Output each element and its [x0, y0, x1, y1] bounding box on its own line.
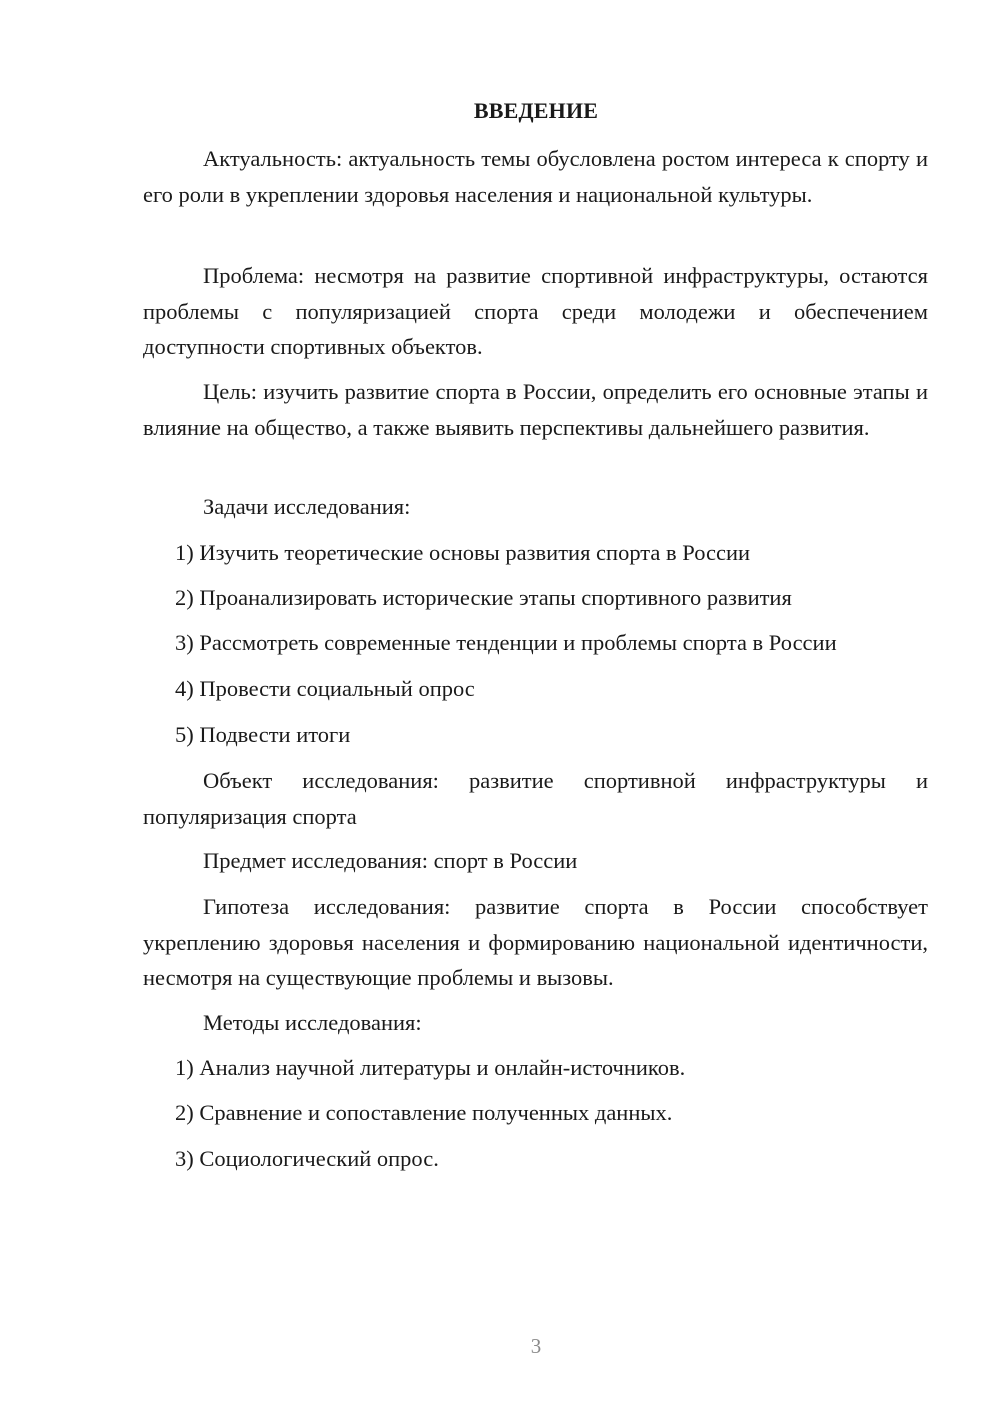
method-item: 1) Анализ научной литературы и онлайн-источников. — [175, 1055, 686, 1080]
task-item: 1) Изучить теоретические основы развития спорта в России — [175, 540, 751, 565]
method-item: 2) Сравнение и сопоставление полученных данных. — [175, 1100, 673, 1125]
section-title: ВВЕДЕНИЕ — [473, 98, 599, 123]
task-item: 2) Проанализировать исторические этапы спортивного развития — [175, 585, 792, 610]
relevance-paragraph: Актуальность: актуальность темы обусловлена ростом интереса к спорту и его роли в укреплении здоровья населения и национальной культуры. — [143, 146, 928, 207]
method-item: 3) Социологический опрос. — [175, 1146, 439, 1171]
goal-paragraph: Цель: изучить развитие спорта в России, определить его основные этапы и влияние на общество, а также выявить перспективы дальнейшего развития. — [143, 379, 928, 440]
page-number: 3 — [530, 1334, 542, 1358]
task-item: 5) Подвести итоги — [175, 722, 351, 747]
hypothesis-paragraph: Гипотеза исследования: развитие спорта в России способствует укреплению здоровья населения и формированию национальной идентичности, несмотря на существующие проблемы и вызовы. — [143, 894, 928, 990]
task-item: 3) Рассмотреть современные тенденции и проблемы спорта в России — [175, 630, 837, 655]
task-item: 4) Провести социальный опрос — [175, 676, 475, 701]
object-paragraph: Объект исследования: развитие спортивной инфраструктуры и популяризация спорта — [143, 768, 928, 829]
subject-line: Предмет исследования: спорт в России — [203, 848, 578, 873]
methods-heading: Методы исследования: — [203, 1010, 422, 1035]
tasks-heading: Задачи исследования: — [203, 494, 411, 519]
problem-paragraph: Проблема: несмотря на развитие спортивной инфраструктуры, остаются проблемы с популяризацией спорта среди молодежи и обеспечением доступности спортивных объектов. — [143, 263, 928, 359]
